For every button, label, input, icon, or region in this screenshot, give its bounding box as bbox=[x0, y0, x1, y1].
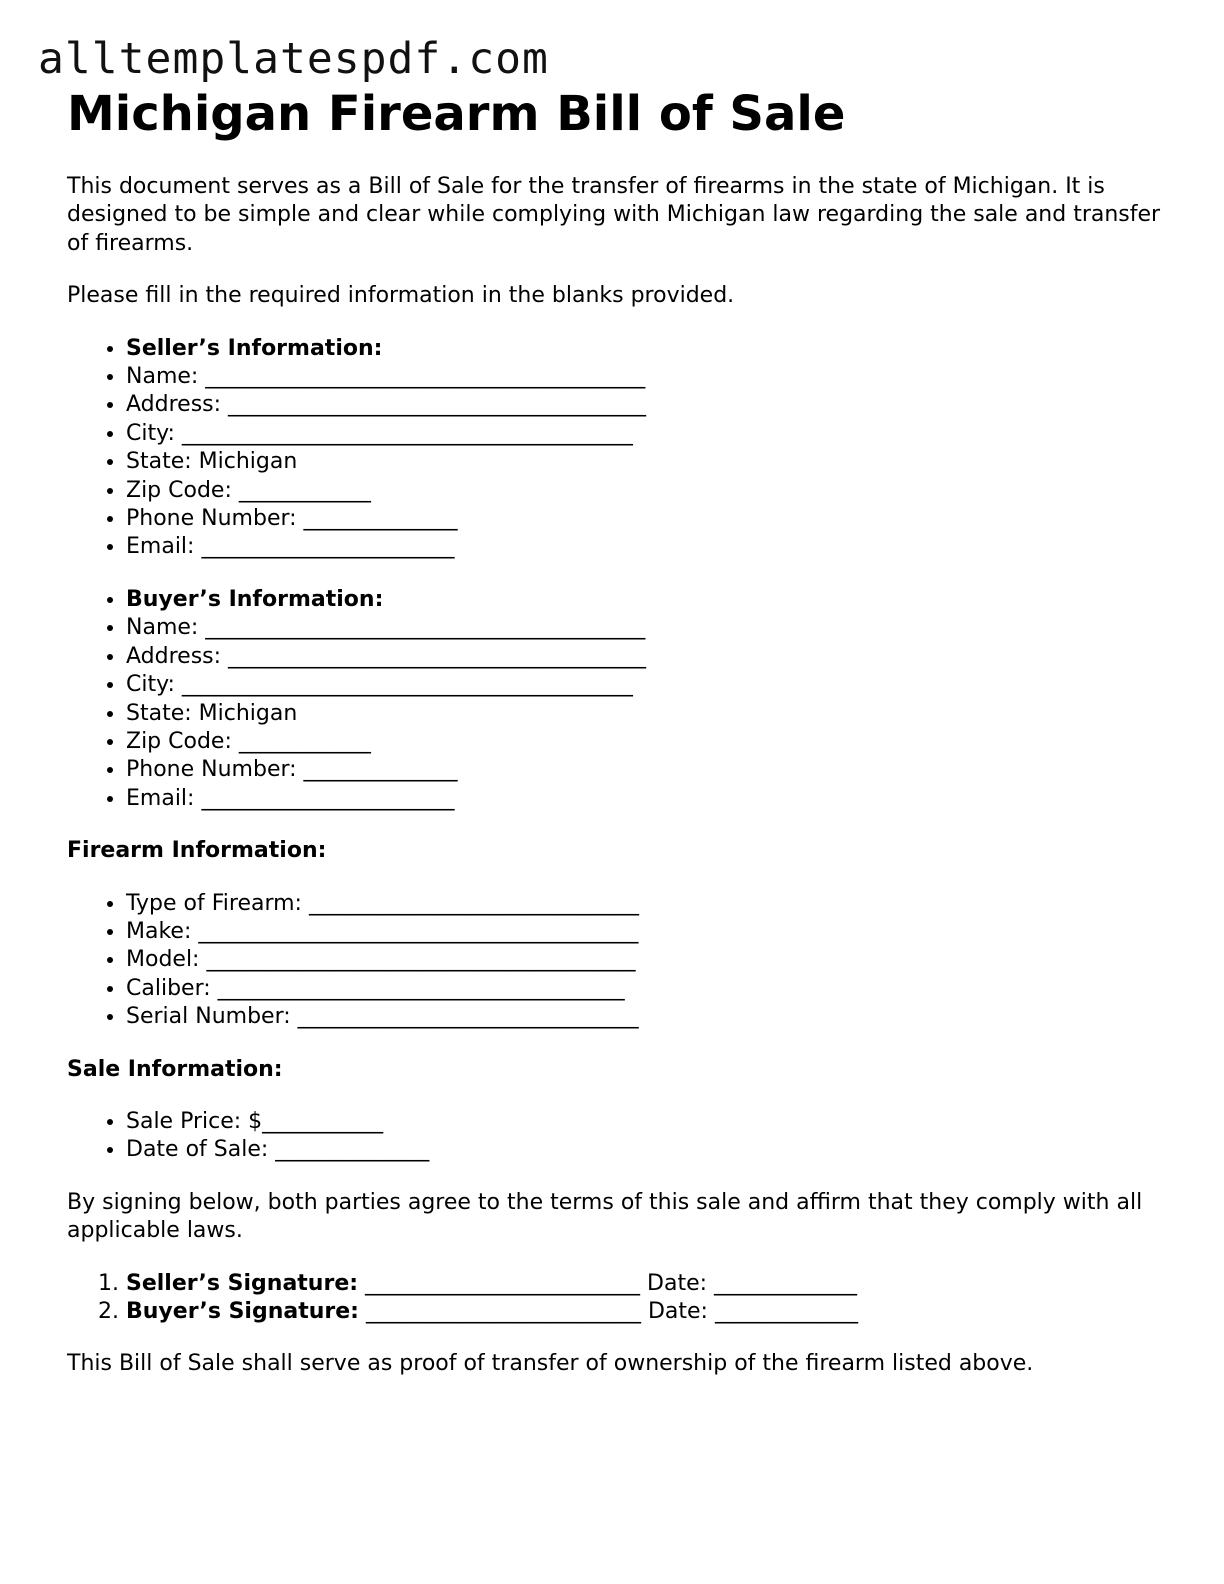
buyer-signature-label: Buyer’s Signature: bbox=[126, 1299, 359, 1324]
seller-city-field[interactable]: • City: _________________________________________ bbox=[126, 420, 1167, 448]
buyer-signature-line[interactable]: _________________________ Date: _____________ bbox=[358, 1299, 858, 1324]
sale-info-list bbox=[67, 1108, 1167, 1165]
seller-signature-label: Seller’s Signature: bbox=[126, 1270, 359, 1296]
firearm-info-heading: Firearm Information: bbox=[67, 838, 327, 864]
document-title: Michigan Firearm Bill of Sale bbox=[67, 86, 846, 142]
seller-info-list bbox=[67, 335, 1167, 562]
buyer-email-field[interactable]: • Email: _______________________ bbox=[126, 785, 1167, 813]
buyer-city-field[interactable]: • City: _________________________________________ bbox=[126, 671, 1167, 699]
buyer-info-heading: • Buyer’s Information: bbox=[126, 586, 1167, 614]
seller-name-field[interactable]: • Name: ________________________________________ bbox=[126, 363, 1167, 391]
buyer-signature-row[interactable] bbox=[126, 1298, 1167, 1326]
seller-state-field: • State: Michigan bbox=[126, 448, 1167, 476]
instructions-paragraph: Please fill in the required information in the blanks provided. bbox=[67, 283, 735, 309]
firearm-serial-field[interactable]: • Serial Number: _______________________________ bbox=[126, 1003, 1167, 1031]
buyer-zip-field[interactable]: • Zip Code: ____________ bbox=[126, 728, 1167, 756]
firearm-type-field[interactable]: • Type of Firearm: ______________________________ bbox=[126, 890, 1167, 918]
seller-email-field[interactable]: • Email: _______________________ bbox=[126, 533, 1167, 561]
buyer-phone-field[interactable]: • Phone Number: ______________ bbox=[126, 756, 1167, 784]
seller-signature-row[interactable] bbox=[126, 1270, 1167, 1298]
closing-paragraph: This Bill of Sale shall serve as proof of transfer of ownership of the firearm listed above. bbox=[67, 1351, 1034, 1377]
buyer-name-field[interactable]: • Name: ________________________________________ bbox=[126, 614, 1167, 642]
buyer-state-field: • State: Michigan bbox=[126, 700, 1167, 728]
signature-list bbox=[67, 1270, 1167, 1327]
affirmation-paragraph: By signing below, both parties agree to the terms of this sale and affirm that they comply with all applicable laws. bbox=[67, 1189, 1143, 1244]
sale-date-field[interactable]: • Date of Sale: ______________ bbox=[126, 1136, 1167, 1164]
document-body bbox=[67, 88, 1167, 1379]
buyer-address-field[interactable]: • Address: ______________________________________ bbox=[126, 643, 1167, 671]
firearm-caliber-field[interactable]: • Caliber: _____________________________________ bbox=[126, 975, 1167, 1003]
seller-phone-field[interactable]: • Phone Number: ______________ bbox=[126, 505, 1167, 533]
seller-signature-line[interactable]: _________________________ Date: _____________ bbox=[358, 1270, 858, 1296]
buyer-info-list bbox=[67, 586, 1167, 813]
firearm-info-list bbox=[67, 890, 1167, 1032]
seller-address-field[interactable]: • Address: ______________________________________ bbox=[126, 391, 1167, 419]
firearm-make-field[interactable]: • Make: ________________________________________ bbox=[126, 918, 1167, 946]
sale-info-heading: Sale Information: bbox=[67, 1056, 283, 1082]
sale-price-field[interactable]: • Sale Price: $___________ bbox=[126, 1108, 1167, 1136]
seller-zip-field[interactable]: • Zip Code: ____________ bbox=[126, 477, 1167, 505]
watermark-text: alltemplatespdf.com bbox=[38, 34, 549, 84]
firearm-model-field[interactable]: • Model: _______________________________________ bbox=[126, 946, 1167, 974]
seller-info-heading: • Seller’s Information: bbox=[126, 335, 1167, 363]
intro-paragraph: This document serves as a Bill of Sale for the transfer of firearms in the state of Michigan. It is designed to be simple and clear while complying with Michigan law regarding the sale and transfer of firearms. bbox=[67, 174, 1161, 256]
